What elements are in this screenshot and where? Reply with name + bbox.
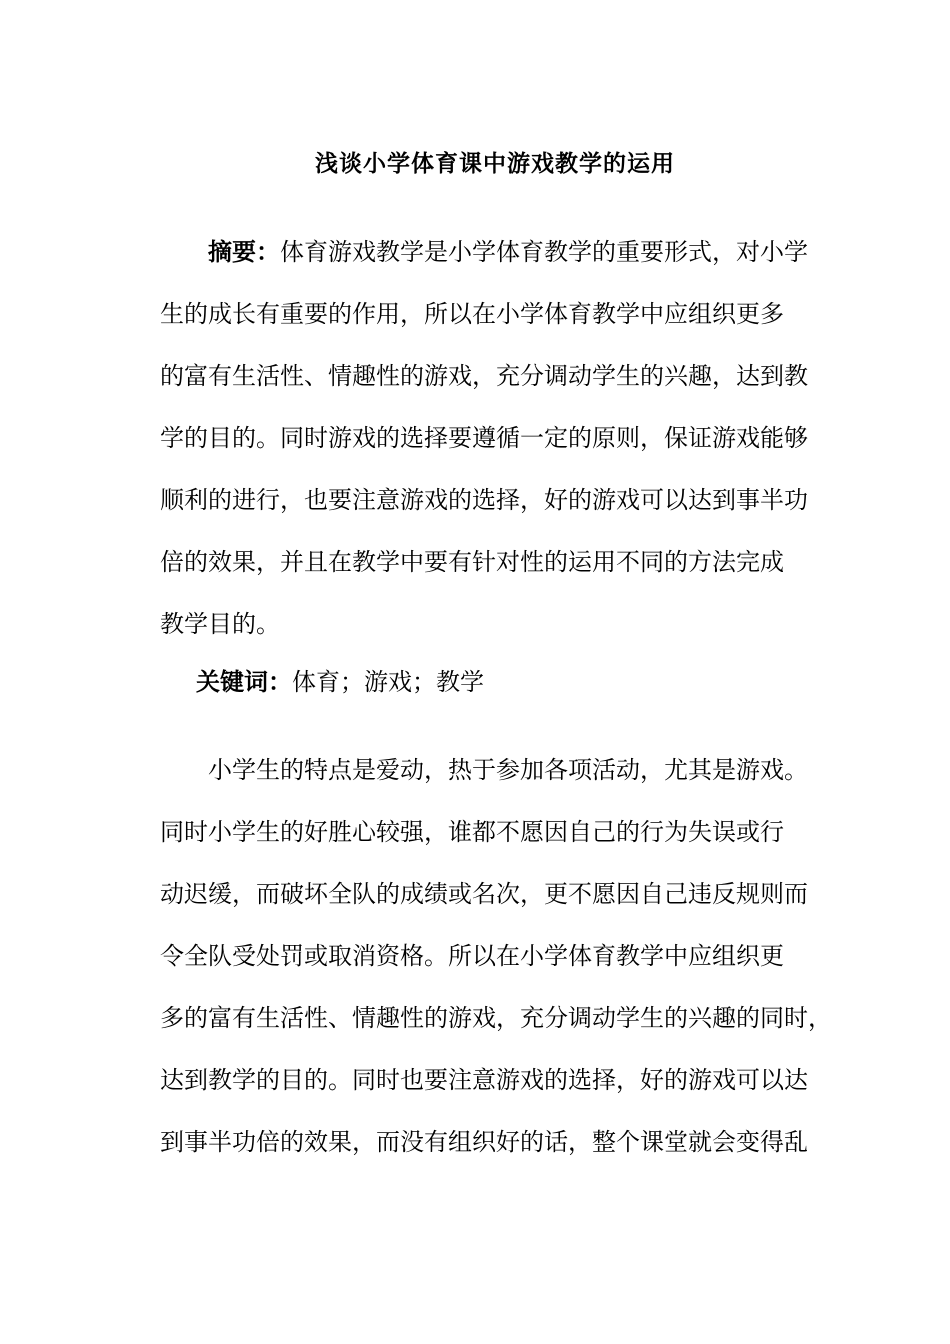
body-line-1: 小学生的特点是爱动，热于参加各项活动，尤其是游戏。	[208, 756, 808, 784]
abstract-line-3: 的富有生活性、情趣性的游戏，充分调动学生的兴趣，达到教	[160, 362, 808, 390]
body-line-2: 同时小学生的好胜心较强，谁都不愿因自己的行为失误或行	[160, 818, 784, 846]
body-line-3: 动迟缓，而破坏全队的成绩或名次，更不愿因自己违反规则而	[160, 880, 808, 908]
document-title: 浅谈小学体育课中游戏教学的运用	[315, 150, 675, 177]
body-line-7: 到事半功倍的效果，而没有组织好的话，整个课堂就会变得乱	[160, 1128, 808, 1156]
abstract-text: 体育游戏教学是小学体育教学的重要形式，对小学	[280, 238, 808, 266]
body-line-6: 达到教学的目的。同时也要注意游戏的选择，好的游戏可以达	[160, 1066, 808, 1094]
abstract-line-5: 顺利的进行，也要注意游戏的选择，好的游戏可以达到事半功	[160, 486, 808, 514]
abstract-line-2: 生的成长有重要的作用，所以在小学体育教学中应组织更多	[160, 300, 784, 328]
abstract-line-7: 教学目的。	[160, 610, 280, 638]
keywords-text: 体育；游戏；教学	[292, 668, 484, 696]
abstract-line-6: 倍的效果，并且在教学中要有针对性的运用不同的方法完成	[160, 548, 784, 576]
abstract-line-1	[208, 234, 808, 270]
keywords-label: 关键词：	[196, 667, 292, 696]
abstract-label: 摘要：	[208, 237, 280, 266]
abstract-line-4: 学的目的。同时游戏的选择要遵循一定的原则，保证游戏能够	[160, 424, 808, 452]
body-line-5: 多的富有生活性、情趣性的游戏，充分调动学生的兴趣的同时，	[160, 1004, 832, 1032]
body-line-4: 令全队受处罚或取消资格。所以在小学体育教学中应组织更	[160, 942, 784, 970]
keywords-line	[196, 664, 484, 700]
